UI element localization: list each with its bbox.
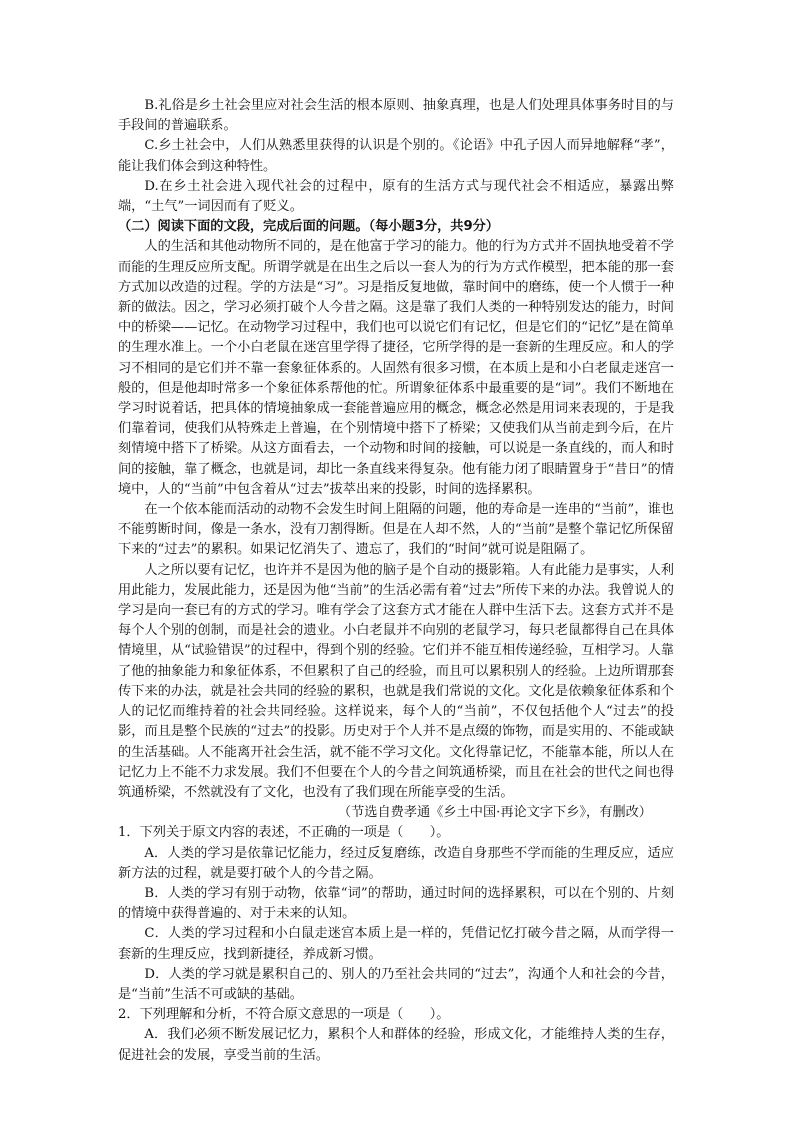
prev-option-d: D.在乡土社会进入现代社会的过程中，原有的生活方式与现代社会不相适应，暴露出弊端，“土气”一词因而有了贬义。 <box>118 178 674 215</box>
source-citation: （节选自费孝通《乡土中国·再论文字下乡》，有删改） <box>337 805 652 821</box>
question-2-stem: 2．下列理解和分析，不符合原文意思的一项是（ ）。 <box>118 1007 450 1023</box>
question-1-option-a: A．人类的学习是依靠记忆能力，经过反复磨练，改造自身那些不学而能的生理反应，适应新方法的过程，就是要打破个人的今昔之隔。 <box>118 845 674 881</box>
section-title: （二）阅读下面的文段，完成后面的问题。（每小题3分，共9分） <box>118 219 499 235</box>
question-1-stem: 1．下列关于原文内容的表述，不正确的一项是（ ）。 <box>118 825 450 841</box>
document-page <box>118 96 674 1066</box>
prev-option-b: B.礼俗是乡土社会里应对社会生活的根本原则、抽象真理，也是人们处理具体事务时目的与手段间的普遍联系。 <box>118 98 674 134</box>
passage-paragraph-1: 人的生活和其他动物所不同的，是在他富于学习的能力。他的行为方式并不固执地受着不学而能的生理反应所支配。所谓学就是在出生之后以一套人为的行为方式作模型，把本能的那一套方式加以改造的过程。学的方法是“习”。习是指反复地做，靠时间中的磨练，使一个人惯于一种新的做法。因之，学习必须打破个人今昔之隔。这是靠了我们人类的一种特别发达的能力，时间中的桥梁——记忆。在动物学习过程中，我们也可以说它们有记忆，但是它们的“记忆”是在简单的生理水准上。一个小白老鼠在迷宫里学得了捷径，它所学得的是一套新的生理反应。和人的学习不相同的是它们并不靠一套象征体系的。人固然有很多习惯，在本质上是和小白老鼠走迷宫一般的，但是他却时常多一个象征体系帮他的忙。所谓象征体系中最重要的是“词”。我们不断地在学习时说着话，把具体的情境抽象成一套能普遍应用的概念，概念必然是用词来表现的，于是我们靠着词，使我们从特殊走上普遍，在个别情境中搭下了桥梁；又使我们从当前走到今后，在片刻情境中搭下了桥梁。从这方面看去，一个动物和时间的接触，可以说是一条直线的，而人和时间的接触，靠了概念，也就是词，却比一条直线来得复杂。他有能力闭了眼睛置身于“昔日”的情境中，人的“当前”中包含着从“过去”拔萃出来的投影，时间的选择累积。 <box>118 239 674 497</box>
prev-option-c: C.乡土社会中，人们从熟悉里获得的认识是个别的。《论语》中孔子因人而异地解释“孝”，能让我们体会到这种特性。 <box>118 138 674 174</box>
question-1-option-d: D．人类的学习就是累积自己的、别人的乃至社会共同的“过去”，沟通个人和社会的今昔，是“当前”生活不可或缺的基础。 <box>118 966 674 1002</box>
passage-paragraph-3: 人之所以要有记忆，也许并不是因为他的脑子是个自动的摄影箱。人有此能力是事实，人利用此能力，发展此能力，还是因为他“当前”的生活必需有着“过去”所传下来的办法。我曾说人的学习是向一套已有的方式的学习。唯有学会了这套方式才能在人群中生活下去。这套方式并不是每个人个别的创制，而是社会的遗业。小白老鼠并不向别的老鼠学习，每只老鼠都得自己在具体情境里，从“试验错误”的过程中，得到个别的经验。它们并不能互相传递经验，互相学习。人靠了他的抽象能力和象征体系，不但累积了自己的经验，而且可以累积别人的经验。上边所谓那套传下来的办法，就是社会共同的经验的累积，也就是我们常说的文化。文化是依赖象征体系和个人的记忆而维持着的社会共同经验。这样说来，每个人的“当前”，不仅包括他个人“过去”的投影，而且是整个民族的“过去”的投影。历史对于个人并不是点缀的饰物，而是实用的、不能或缺的生活基础。人不能离开社会生活，就不能不学习文化。文化得靠记忆，不能靠本能，所以人在记忆力上不能不力求发展。我们不但要在个人的今昔之间筑通桥梁，而且在社会的世代之间也得筑通桥梁，不然就没有了文化，也没有了我们现在所能享受的生活。 <box>118 562 674 800</box>
question-1-option-c: C．人类的学习过程和小白鼠走迷宫本质上是一样的，凭借记忆打破今昔之隔，从而学得一套新的生理反应，找到新捷径，养成新习惯。 <box>118 926 674 962</box>
passage-paragraph-2: 在一个依本能而活动的动物不会发生时间上阻隔的问题，他的寿命是一连串的“当前”，谁也不能剪断时间，像是一条水，没有刀割得断。但是在人却不然，人的“当前”是整个靠记忆所保留下来的“过去”的累积。如果记忆消失了、遗忘了，我们的“时间”就可说是阻隔了。 <box>118 502 674 558</box>
question-2-option-a: A．我们必须不断发展记忆力，累积个人和群体的经验，形成文化，才能维持人类的生存，促进社会的发展，享受当前的生活。 <box>118 1027 674 1063</box>
question-1-option-b: B．人类的学习有别于动物，依靠“词”的帮助，通过时间的选择累积，可以在个别的、片刻的情境中获得普遍的、对于未来的认知。 <box>118 885 674 922</box>
